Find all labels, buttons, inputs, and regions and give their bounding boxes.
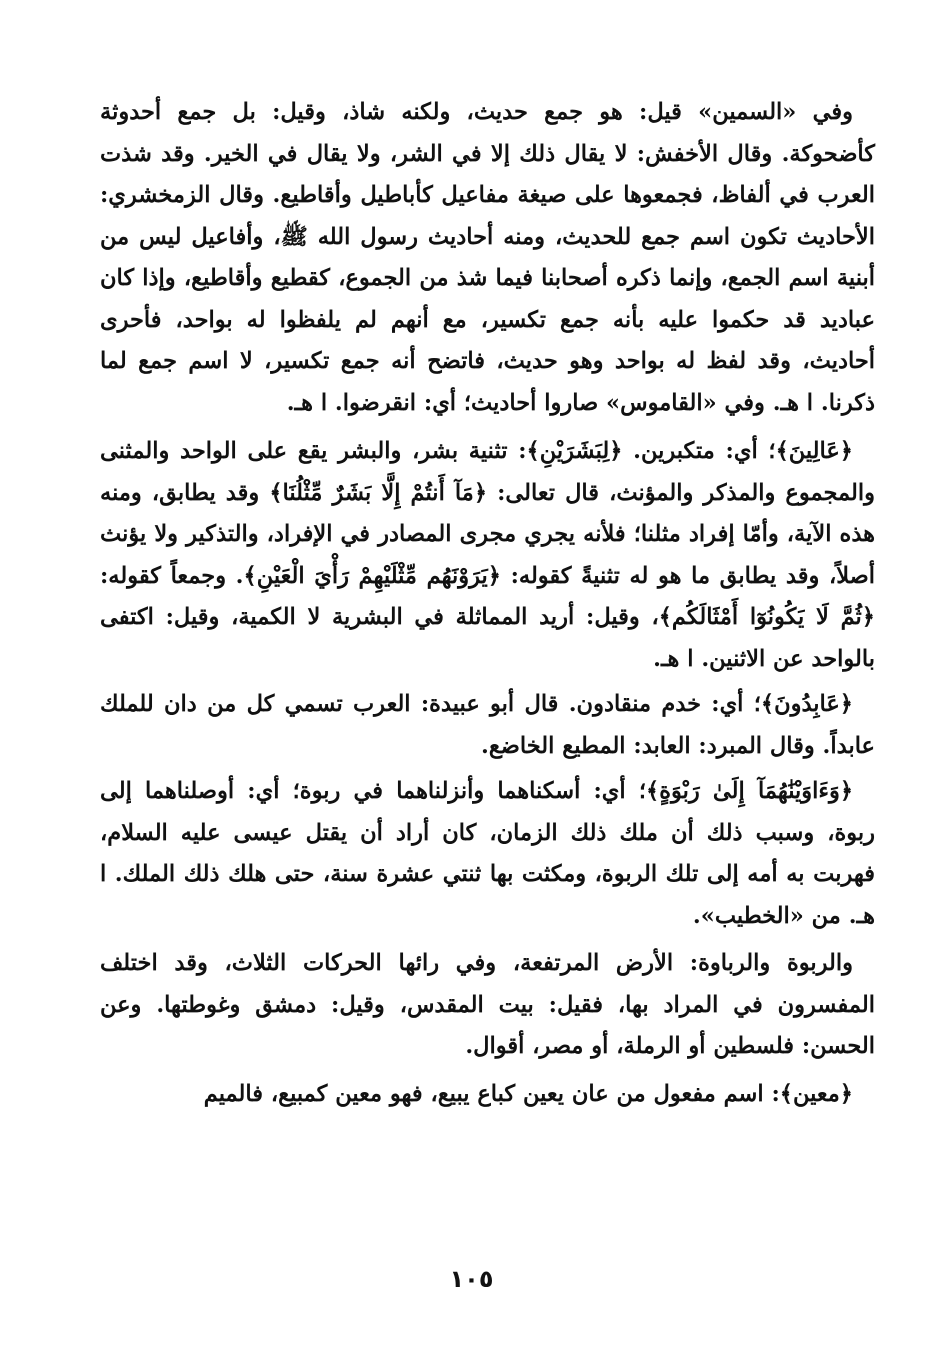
page-body xyxy=(100,92,875,1115)
paragraph-alin: ﴿عَالِينَ﴾؛ أي: متكبرين. ﴿لِبَشَرَيْنِ﴾: تثنية بشر، والبشر يقع على الواحد والمثنى والمجموع والمذكر والمؤنث، قال تعالى: ﴿مَآ أَنتُمْ إِلَّا بَشَرٌ مِّثْلُنَا﴾ وقد يطابق، ومنه هذه الآية، وأمّا إفراد مثلنا؛ فلأنه يجري مجرى المصادر في الإفراد، والتذكير ولا يؤنث أصلاً، وقد يطابق ما هو له تثنيةً كقوله: ﴿يَرَوْنَهُم مِّثْلَيْهِمْ رَأْيَ الْعَيْنِ﴾. وجمعاً كقوله: ﴿ثُمَّ لَا يَكُونُوٓا أَمْثَالَكُم﴾، وقيل: أريد المماثلة في البشرية لا الكمية، وقيل: اكتفى بالواحد عن الاثنين. ا هـ. xyxy=(100,438,875,672)
paragraph-rabwa: ﴿وَءَاوَيْنَٰهُمَآ إِلَىٰ رَبْوَةٍ﴾؛ أي: أسكناهما وأنزلناهما في ربوة؛ أي: أوصلناهما إلى ربوة، وسبب ذلك أن ملك ذلك الزمان، كان أراد أن يقتل عيسى عليه السلام، فهربت به أمه إلى تلك الربوة، ومكثت بها ثنتي عشرة سنة، حتى هلك ذلك الملك. ا هـ. من «الخطيب». xyxy=(100,778,875,929)
page-number: ١٠٥ xyxy=(449,1265,494,1293)
paragraph-abidun: ﴿عَابِدُونَ﴾؛ أي: خدم منقادون. قال أبو عبيدة: العرب تسمي كل من دان للملك عابداً. وقال المبرد: العابد: المطيع الخاضع. xyxy=(100,691,875,759)
paragraph-rabwa-definition: والربوة والرباوة: الأرض المرتفعة، وفي رائها الحركات الثلاث، وقد اختلف المفسرون في المراد بها، فقيل: بيت المقدس، وقيل: دمشق وغوطتها. وعن الحسن: فلسطين أو الرملة، أو مصر، أقوال. xyxy=(100,950,875,1059)
paragraph-maeen: ﴿معين﴾: اسم مفعول من عان يعين كباع يبيع، فهو معين كمبيع، فالميم xyxy=(203,1080,853,1107)
paragraph-alsamin: وفي «السمين» قيل: هو جمع حديث، ولكنه شاذ، وقيل: بل جمع أحدوثة كأضحوكة. وقال الأخفش: لا يقال ذلك إلا في الشر، ولا يقال في الخير. وقد شذت العرب في ألفاظ، فجمعوها على صيغة مفاعيل كأباطيل وأقاطيع. وقال الزمخشري: الأحاديث تكون اسم جمع للحديث، ومنه أحاديث رسول الله ﷺ، وأفاعيل ليس من أبنية اسم الجمع، وإنما ذكره أصحابنا فيما شذ من الجموع، كقطيع وأقاطيع، وإذا كان عباديد قد حكموا عليه بأنه جمع تكسير، مع أنهم لم يلفظوا له بواحد، فأحرى أحاديث، وقد لفظ له بواحد وهو حديث، فاتضح أنه جمع تكسير، لا اسم جمع لما ذكرنا. ا هـ. وفي «القاموس» صاروا أحاديث؛ أي: انقرضوا. ا هـ. xyxy=(100,99,875,416)
